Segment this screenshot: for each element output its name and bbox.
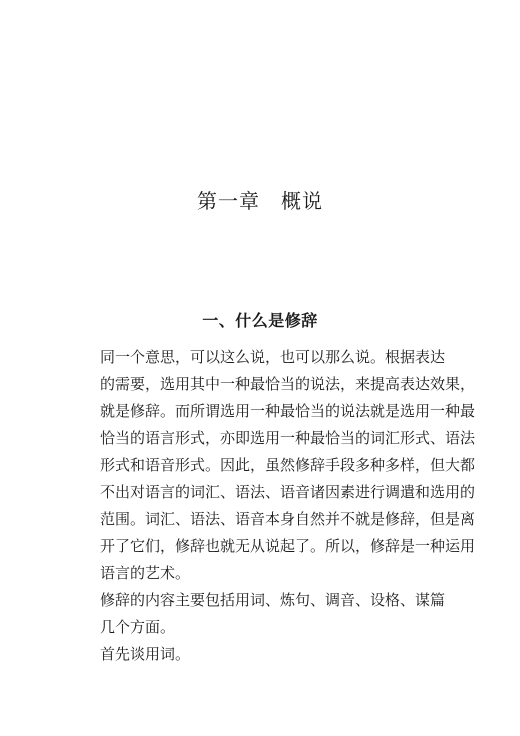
text-line: 首先谈用词。 xyxy=(100,645,191,663)
paragraph-1 xyxy=(70,344,476,587)
text-line: 不出对语言的词汇、语法、语音诸因素进行调遣和选用的 xyxy=(100,483,476,501)
text-line: 修辞的内容主要包括用词、炼句、调音、设格、谋篇 xyxy=(100,591,446,609)
chapter-title: 第一章 概说 xyxy=(197,189,323,213)
text-line: 的需要，选用其中一种最恰当的说法，来提高表达效果， xyxy=(100,375,476,393)
text-line: 同一个意思，可以这么说，也可以那么说。根据表达 xyxy=(100,348,446,366)
text-line: 语言的艺术。 xyxy=(100,564,191,582)
paragraph-2 xyxy=(70,587,446,641)
text-line: 开了它们，修辞也就无从说起了。所以，修辞是一种运用 xyxy=(100,537,476,555)
text-line: 恰当的语言形式，亦即选用一种最恰当的词汇形式、语法 xyxy=(100,429,476,447)
paragraph-3 xyxy=(70,641,440,668)
text-line: 几个方面。 xyxy=(100,618,176,636)
text-line: 范围。词汇、语法、语音本身自然并不就是修辞，但是离 xyxy=(100,510,476,528)
text-line: 形式和语音形式。因此，虽然修辞手段多种多样，但大都 xyxy=(100,456,476,474)
text-line: 就是修辞。而所谓选用一种最恰当的说法就是选用一种最 xyxy=(100,402,476,420)
section-title: 一、什么是修辞 xyxy=(202,311,318,330)
body-text xyxy=(100,344,476,668)
